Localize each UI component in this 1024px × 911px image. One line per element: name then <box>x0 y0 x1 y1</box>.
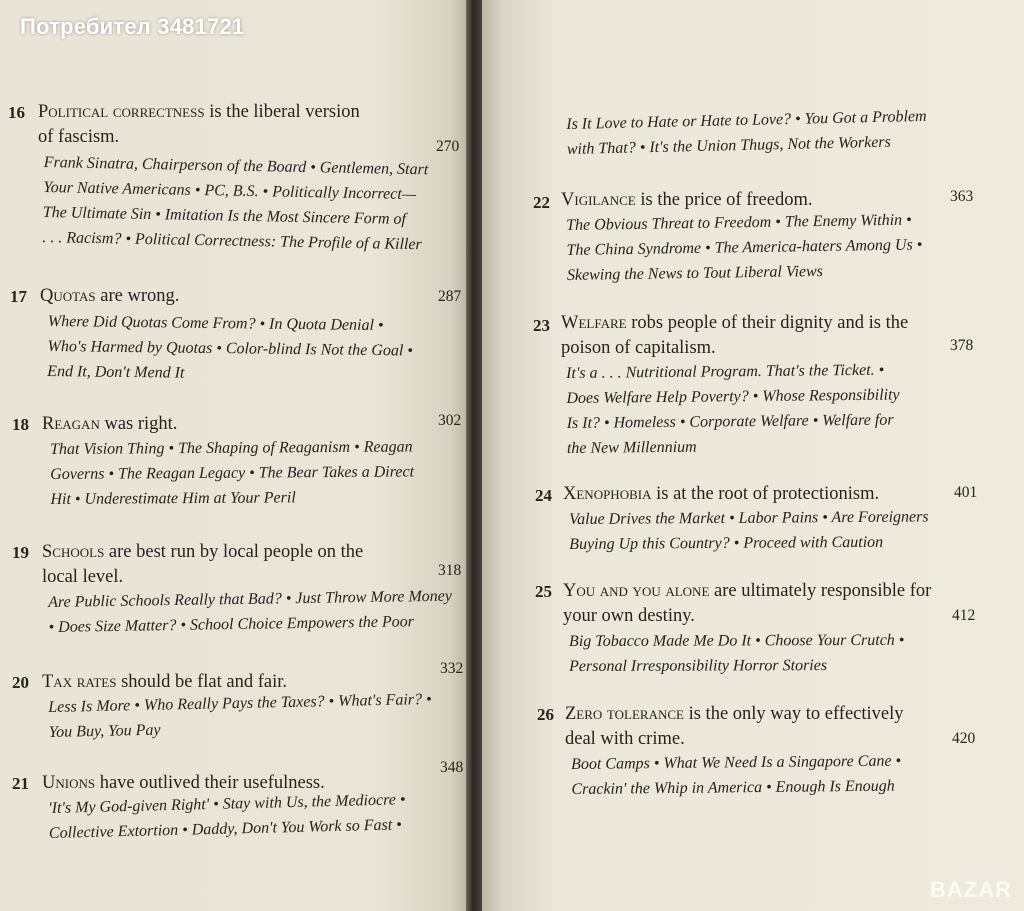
page-number: 401 <box>954 484 978 501</box>
toc-entry-17 <box>10 284 462 384</box>
chapter-heading <box>561 311 908 336</box>
page-number: 348 <box>440 759 464 776</box>
toc-entry-19 <box>12 540 462 640</box>
toc-entry-16 <box>8 100 460 254</box>
chapter-heading <box>563 579 931 604</box>
chapter-number: 16 <box>8 103 25 122</box>
chapter-number: 24 <box>535 486 552 505</box>
page-number: 318 <box>438 562 462 579</box>
subtopics-line: End It, Don't Mend It <box>47 362 185 382</box>
chapter-number: 17 <box>10 287 27 306</box>
chapter-heading-text: have outlived their usefulness. <box>95 773 325 793</box>
page-number: 270 <box>436 138 460 155</box>
bazar-logo: BAZAR <box>930 877 1012 902</box>
page-number: 412 <box>952 607 976 624</box>
chapter-number: 20 <box>12 673 29 692</box>
subtopics-line: Governs • The Reagan Legacy • The Bear Takes a Direct <box>50 463 415 483</box>
subtopics-line: Buying Up this Country? • Proceed with Caution <box>569 533 884 553</box>
subtopics-line: Personal Irresponsibility Horror Stories <box>569 657 828 675</box>
subtopics-line: Does Welfare Help Poverty? • Whose Responsibility <box>566 386 900 407</box>
subtopics-line: with That? • It's the Union Thugs, Not the Workers <box>566 133 891 158</box>
page-number: 363 <box>950 188 974 205</box>
page-number: 302 <box>438 412 462 429</box>
chapter-heading <box>42 540 452 565</box>
chapter-heading-text: should be flat and fair. <box>116 672 288 692</box>
chapter-number: 23 <box>533 316 550 335</box>
subtopics-line: Hit • Underestimate Him at Your Peril <box>50 489 296 508</box>
chapter-heading-text: is the only way to effectively <box>683 704 904 724</box>
subtopics-line: Is It Love to Hate or Hate to Love? • You Got a Problem <box>566 107 927 133</box>
book-gutter <box>466 0 482 911</box>
subtopics-line: Value Drives the Market • Labor Pains • Are Foreigners <box>569 508 929 528</box>
chapter-number: 22 <box>533 193 550 212</box>
chapter-number: 21 <box>12 774 29 793</box>
chapter-keyword: You and you alone <box>563 581 710 601</box>
toc-entry-20 <box>12 660 464 745</box>
chapter-heading-text: are ultimately responsible for <box>709 581 932 601</box>
chapter-number: 25 <box>535 582 552 601</box>
chapter-heading-text: are wrong. <box>95 286 180 306</box>
chapter-heading-text: are best run by local people on the <box>104 542 364 562</box>
chapter-heading-continued: local level. <box>42 567 124 587</box>
chapter-heading-continued: poison of capitalism. <box>561 338 716 358</box>
chapter-keyword: Quotas <box>40 286 96 306</box>
page-number: 420 <box>952 730 976 747</box>
subtopics-line: You Buy, You Pay <box>48 721 161 741</box>
chapter-keyword: Tax rates <box>42 672 117 692</box>
chapter-heading-text: is the liberal version <box>204 102 360 122</box>
subtopics-line: It's a . . . Nutritional Program. That's the Ticket. • <box>566 361 885 382</box>
chapter-keyword: Zero tolerance <box>565 704 684 724</box>
chapter-heading-text: was right. <box>99 414 178 434</box>
subtopics-line: • Does Size Matter? • School Choice Empowers the Poor <box>48 613 415 636</box>
chapter-heading-text: is at the root of protectionism. <box>651 484 880 504</box>
chapter-keyword: Welfare <box>561 313 627 333</box>
chapter-heading-text: robs people of their dignity and is the <box>626 313 909 333</box>
subtopics-line: 'It's My God-given Right' • Stay with Us, the Mediocre • <box>48 791 406 817</box>
subtopics-line: Crackin' the Whip in America • Enough Is Enough <box>571 777 895 798</box>
chapter-number: 18 <box>12 415 29 434</box>
subtopics-line: That Vision Thing • The Shaping of Reaganism • Reagan <box>50 438 413 458</box>
subtopics-line: the New Millennium <box>566 438 697 457</box>
toc-entry-18 <box>12 412 462 512</box>
toc-entry-21 <box>12 759 464 846</box>
toc-entry-25 <box>535 579 976 679</box>
subtopics-line: Your Native Americans • PC, B.S. • Politically Incorrect— <box>43 178 417 204</box>
chapter-keyword: Xenophobia <box>563 484 652 504</box>
chapter-keyword: Vigilance <box>561 190 636 210</box>
subtopics-line: Boot Camps • What We Need Is a Singapore Cane • <box>571 752 902 773</box>
chapter-keyword: Political correctness <box>38 102 205 122</box>
chapter-heading <box>38 100 429 125</box>
chapter-heading-continued: your own destiny. <box>563 606 695 626</box>
page-number: 378 <box>950 337 974 354</box>
subtopics-line: Collective Extortion • Daddy, Don't You Work so Fast • <box>48 816 403 842</box>
subtopics-line: Who's Harmed by Quotas • Color-blind Is Not the Goal • <box>47 337 414 360</box>
page-number: 332 <box>440 660 464 677</box>
subtopics-line: Big Tobacco Made Me Do It • Choose Your Crutch • <box>569 631 905 650</box>
toc-entry-26 <box>537 702 976 802</box>
subtopics-line: Less Is More • Who Really Pays the Taxes? • What's Fair? • <box>48 690 432 716</box>
chapter-number: 19 <box>12 543 29 562</box>
subtopics-line: . . . Racism? • Political Correctness: The Profile of a Killer <box>42 228 422 254</box>
chapter-keyword: Schools <box>42 542 105 562</box>
subtopics-line: Where Did Quotas Come From? • In Quota Denial • <box>47 312 384 335</box>
chapter-heading-continued: of fascism. <box>38 127 120 147</box>
chapter-heading <box>565 702 904 727</box>
subtopics-line: The Ultimate Sin • Imitation Is the Most Sincere Form of <box>42 203 407 228</box>
user-watermark: Потребител 3481721 <box>20 14 245 39</box>
toc-entry-22 <box>533 188 974 288</box>
toc-entry-21-continued <box>566 107 927 162</box>
chapter-keyword: Unions <box>42 773 96 793</box>
chapter-heading-text: is the price of freedom. <box>635 190 813 210</box>
subtopics-line: Frank Sinatra, Chairperson of the Board • Gentlemen, Start <box>43 153 429 179</box>
subtopics-line: Are Public Schools Really that Bad? • Just Throw More Money <box>48 587 453 611</box>
page-number: 287 <box>438 288 462 305</box>
chapter-heading <box>563 482 928 507</box>
chapter-heading <box>40 284 413 309</box>
subtopics-line: The Obvious Threat to Freedom • The Enemy Within • <box>566 211 912 234</box>
toc-entry-23 <box>533 311 974 461</box>
chapter-keyword: Reagan <box>42 414 100 434</box>
subtopics-line: Skewing the News to Tout Liberal Views <box>566 262 824 284</box>
chapter-heading-continued: deal with crime. <box>565 729 685 749</box>
chapter-heading <box>42 412 414 437</box>
chapter-number: 26 <box>537 705 554 724</box>
toc-entry-24 <box>535 482 978 557</box>
subtopics-line: Is It? • Homeless • Corporate Welfare • Welfare for <box>566 411 894 432</box>
subtopics-line: The China Syndrome • The America-haters Among Us • <box>566 236 923 259</box>
